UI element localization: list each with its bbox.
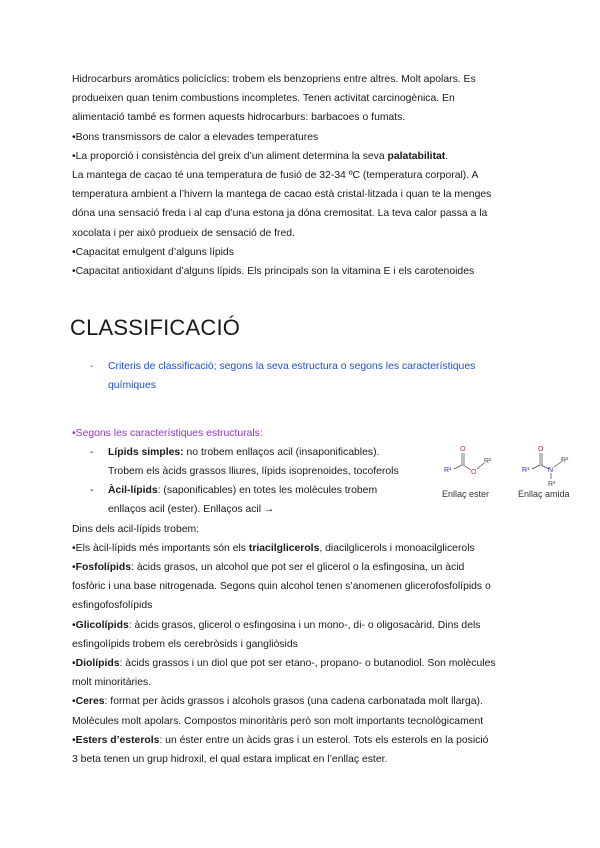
within-acyl-lipids: Dins dels acil-lípids trobem: — [72, 523, 200, 535]
amide-r2-label: R² — [561, 456, 569, 464]
amide-structure — [518, 446, 570, 499]
amide-o-label: O — [538, 445, 544, 453]
bullet-heat: • Bons transmissors de calor a elevades temperatures — [72, 128, 532, 147]
bullet-glycolipids: • Glicolípids: àcids grasos, glicerol o esfingosina i un mono-, di- o oligosacàrid. Dins dels — [72, 616, 532, 635]
glycolipids-line-2: esfingolípids trobem els cerebròsids i gangliòsids — [72, 638, 298, 650]
section-heading-classification: CLASSIFICACIÓ — [70, 315, 241, 341]
ester-caption: Enllaç ester — [442, 488, 490, 499]
ester-r2-label: R² — [484, 457, 492, 465]
dash-marker: - — [90, 446, 94, 458]
bullet-antioxidant: • Capacitat antioxidant d’alguns lípids. Els principals son la vitamina E i els carotenoides — [72, 262, 532, 281]
bullet-triacylglycerols: • Els àcil-lípids més importants són els triacilglicerols, diacilglicerols i monoacilglicerols — [72, 539, 532, 558]
simple-lipids-item: - Lípids simples: no trobem enllaços acil (insaponificables). Trobem els àcids grassos lliures, lípids isoprenoides, tocoferols — [72, 443, 532, 481]
cacao-line-1: La mantega de cacao té una temperatura de fusió de 32-34 ºC (temperatura corporal). A — [72, 170, 479, 182]
amide-r1-label: R¹ — [522, 466, 530, 474]
bullet-phospholipids: • Fosfolípids: àcids grasos, un alcohol que pot ser el glicerol o la esfingosina, un àcid — [72, 558, 532, 577]
document-page — [70, 70, 570, 769]
bullet-diolipids: • Diolípids: àcids grassos i un diol que pot ser etano-, propano- o butanodiol. Son molècules — [72, 654, 532, 673]
phospholipids-line-3: esfingofosfolípids — [72, 600, 153, 612]
hydrocarbons-line-2: produeixen quan tenim combustions incompletes. Tenen activitat carcinogènica. En — [72, 93, 455, 105]
bullet-palatability: • La proporció i consistència del greix d’un aliment determina la seva palatabilitat. — [72, 147, 532, 166]
bullet-sterol-esters: • Esters d’esterols: un éster entre un àcids gras i un esterol. Tots els esterols en la posició — [72, 731, 532, 750]
criteria-text: Criteris de classificació; segons la seva estructura o segons les característiques químiques — [108, 361, 476, 392]
bond-structures-svg — [440, 441, 590, 511]
ester-r1-label: R¹ — [444, 466, 452, 474]
phospholipids-line-2: fosfòric i una base nitrogenada. Segons quin alcohol tenen s’anomenen glicerofosfolípids o — [72, 581, 491, 593]
ester-structure — [442, 446, 492, 499]
structural-heading: • Segons les característiques estructurals: — [72, 424, 532, 443]
dash-marker: - — [90, 361, 94, 373]
bullet-emulgent: • Capacitat emulgent d’alguns lípids — [72, 243, 532, 262]
sterol-esters-line-2: 3 beta tenen un grup hidroxil, el qual estara implicat en l’enllaç ester. — [72, 754, 388, 766]
hydrocarbons-line-3: alimentació també es formen aquests hidrocarburs: barbacoes o fumats. — [72, 112, 406, 124]
acyl-bond-figure — [440, 441, 590, 501]
cacao-line-4: xocolata i per això produeix de sensació de fred. — [72, 227, 295, 239]
acyl-lipids-item: - Àcil-lípids: (saponificables) en totes les molècules trobem enllaços acil (ester). Enllaços acil → — [72, 481, 532, 519]
waxes-line-2: Molècules molt apolars. Compostos minoritàris però son molt importants tecnològicament — [72, 715, 484, 727]
ester-o2-label: O — [471, 468, 477, 476]
cacao-line-2: temperatura ambient a l’hivern la mantega de cacao està cristal·litzada i quan te la menges — [72, 189, 492, 201]
amide-r3-label: R³ — [548, 480, 556, 488]
criteria-item — [72, 357, 532, 395]
bullet-waxes: • Ceres: format per àcids grassos i alcohols grasos (una cadena carbonatada molt llarga). — [72, 692, 532, 711]
diolipids-line-2: molt minoritàries. — [72, 677, 152, 689]
amide-n-label: N — [548, 466, 554, 474]
dash-marker: - — [90, 485, 94, 497]
hydrocarbons-line-1: Hidrocarburs aromàtics policíclics: trobem els benzopriens entre altres. Molt apolars. Es — [72, 74, 476, 85]
ester-o-label: O — [460, 445, 466, 453]
cacao-line-3: dóna una sensació freda i al cap d’una estona ja dóna cremositat. La teva calor passa a la — [72, 208, 488, 220]
amide-caption: Enllaç amida — [518, 488, 570, 499]
structural-list — [72, 443, 570, 520]
